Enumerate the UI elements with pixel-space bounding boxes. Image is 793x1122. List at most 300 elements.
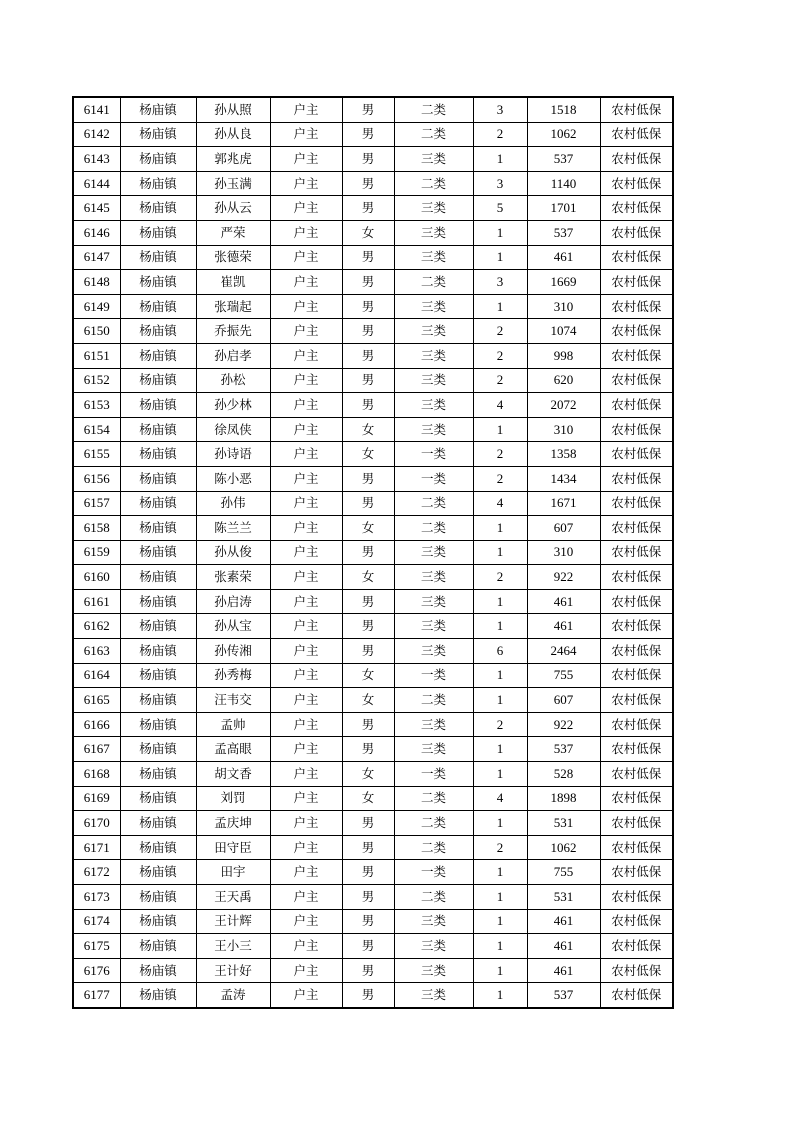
amount-cell: 1062: [527, 122, 600, 147]
assistance-type-cell: 农村低保: [600, 589, 673, 614]
name-cell: 孙启涛: [196, 589, 270, 614]
assistance-type-cell: 农村低保: [600, 466, 673, 491]
category-cell: 三类: [394, 958, 473, 983]
township-cell: 杨庙镇: [120, 565, 196, 590]
amount-cell: 461: [527, 614, 600, 639]
township-cell: 杨庙镇: [120, 516, 196, 541]
township-cell: 杨庙镇: [120, 343, 196, 368]
name-cell: 孙少林: [196, 393, 270, 418]
table-row: [73, 688, 673, 713]
household-size-cell: 1: [473, 762, 527, 787]
name-cell: 田守臣: [196, 835, 270, 860]
relation-cell: 户主: [270, 122, 342, 147]
relation-cell: 户主: [270, 589, 342, 614]
name-cell: 孙从宝: [196, 614, 270, 639]
household-size-cell: 1: [473, 860, 527, 885]
assistance-type-cell: 农村低保: [600, 614, 673, 639]
table-row: [73, 934, 673, 959]
assistance-type-cell: 农村低保: [600, 147, 673, 172]
household-size-cell: 1: [473, 688, 527, 713]
amount-cell: 531: [527, 811, 600, 836]
assistance-type-cell: 农村低保: [600, 712, 673, 737]
township-cell: 杨庙镇: [120, 491, 196, 516]
relation-cell: 户主: [270, 762, 342, 787]
serial-number-cell: 6147: [73, 245, 120, 270]
gender-cell: 男: [342, 639, 394, 664]
household-size-cell: 1: [473, 663, 527, 688]
serial-number-cell: 6162: [73, 614, 120, 639]
gender-cell: 男: [342, 294, 394, 319]
township-cell: 杨庙镇: [120, 786, 196, 811]
household-size-cell: 2: [473, 466, 527, 491]
assistance-type-cell: 农村低保: [600, 171, 673, 196]
serial-number-cell: 6170: [73, 811, 120, 836]
amount-cell: 537: [527, 737, 600, 762]
household-size-cell: 1: [473, 417, 527, 442]
assistance-type-cell: 农村低保: [600, 958, 673, 983]
amount-cell: 310: [527, 540, 600, 565]
household-size-cell: 1: [473, 934, 527, 959]
township-cell: 杨庙镇: [120, 835, 196, 860]
name-cell: 孙从照: [196, 97, 270, 122]
name-cell: 孙启孝: [196, 343, 270, 368]
serial-number-cell: 6174: [73, 909, 120, 934]
serial-number-cell: 6151: [73, 343, 120, 368]
township-cell: 杨庙镇: [120, 983, 196, 1008]
table-row: [73, 712, 673, 737]
category-cell: 三类: [394, 294, 473, 319]
assistance-type-cell: 农村低保: [600, 196, 673, 221]
table-row: [73, 737, 673, 762]
table-row: [73, 393, 673, 418]
name-cell: 陈兰兰: [196, 516, 270, 541]
township-cell: 杨庙镇: [120, 220, 196, 245]
gender-cell: 男: [342, 958, 394, 983]
relation-cell: 户主: [270, 835, 342, 860]
amount-cell: 922: [527, 565, 600, 590]
township-cell: 杨庙镇: [120, 368, 196, 393]
serial-number-cell: 6165: [73, 688, 120, 713]
serial-number-cell: 6172: [73, 860, 120, 885]
township-cell: 杨庙镇: [120, 393, 196, 418]
relation-cell: 户主: [270, 934, 342, 959]
serial-number-cell: 6163: [73, 639, 120, 664]
assistance-type-cell: 农村低保: [600, 97, 673, 122]
name-cell: 孙从俊: [196, 540, 270, 565]
gender-cell: 男: [342, 540, 394, 565]
gender-cell: 男: [342, 147, 394, 172]
household-size-cell: 1: [473, 516, 527, 541]
serial-number-cell: 6154: [73, 417, 120, 442]
assistance-type-cell: 农村低保: [600, 319, 673, 344]
assistance-type-cell: 农村低保: [600, 368, 673, 393]
household-size-cell: 6: [473, 639, 527, 664]
household-size-cell: 1: [473, 245, 527, 270]
relief-roster-table: [72, 96, 674, 1009]
assistance-type-cell: 农村低保: [600, 417, 673, 442]
table-row: [73, 639, 673, 664]
township-cell: 杨庙镇: [120, 762, 196, 787]
name-cell: 孙松: [196, 368, 270, 393]
township-cell: 杨庙镇: [120, 97, 196, 122]
assistance-type-cell: 农村低保: [600, 762, 673, 787]
gender-cell: 女: [342, 220, 394, 245]
serial-number-cell: 6160: [73, 565, 120, 590]
category-cell: 三类: [394, 417, 473, 442]
township-cell: 杨庙镇: [120, 589, 196, 614]
household-size-cell: 1: [473, 811, 527, 836]
serial-number-cell: 6157: [73, 491, 120, 516]
amount-cell: 461: [527, 909, 600, 934]
table-row: [73, 516, 673, 541]
table-row: [73, 171, 673, 196]
serial-number-cell: 6150: [73, 319, 120, 344]
assistance-type-cell: 农村低保: [600, 442, 673, 467]
category-cell: 二类: [394, 516, 473, 541]
gender-cell: 女: [342, 516, 394, 541]
name-cell: 乔振先: [196, 319, 270, 344]
township-cell: 杨庙镇: [120, 737, 196, 762]
gender-cell: 男: [342, 860, 394, 885]
amount-cell: 755: [527, 860, 600, 885]
assistance-type-cell: 农村低保: [600, 983, 673, 1008]
amount-cell: 461: [527, 245, 600, 270]
amount-cell: 998: [527, 343, 600, 368]
household-size-cell: 1: [473, 958, 527, 983]
household-size-cell: 1: [473, 540, 527, 565]
relation-cell: 户主: [270, 393, 342, 418]
serial-number-cell: 6177: [73, 983, 120, 1008]
name-cell: 汪韦交: [196, 688, 270, 713]
township-cell: 杨庙镇: [120, 196, 196, 221]
gender-cell: 女: [342, 762, 394, 787]
assistance-type-cell: 农村低保: [600, 934, 673, 959]
assistance-type-cell: 农村低保: [600, 639, 673, 664]
household-size-cell: 1: [473, 737, 527, 762]
household-size-cell: 1: [473, 909, 527, 934]
household-size-cell: 2: [473, 835, 527, 860]
name-cell: 田宇: [196, 860, 270, 885]
table-row: [73, 835, 673, 860]
category-cell: 二类: [394, 835, 473, 860]
township-cell: 杨庙镇: [120, 147, 196, 172]
township-cell: 杨庙镇: [120, 614, 196, 639]
amount-cell: 1701: [527, 196, 600, 221]
amount-cell: 528: [527, 762, 600, 787]
table-row: [73, 368, 673, 393]
township-cell: 杨庙镇: [120, 417, 196, 442]
relation-cell: 户主: [270, 491, 342, 516]
amount-cell: 1434: [527, 466, 600, 491]
township-cell: 杨庙镇: [120, 885, 196, 910]
table-row: [73, 466, 673, 491]
gender-cell: 男: [342, 171, 394, 196]
serial-number-cell: 6156: [73, 466, 120, 491]
name-cell: 张素荣: [196, 565, 270, 590]
assistance-type-cell: 农村低保: [600, 491, 673, 516]
gender-cell: 男: [342, 245, 394, 270]
relation-cell: 户主: [270, 860, 342, 885]
category-cell: 三类: [394, 196, 473, 221]
name-cell: 孟涛: [196, 983, 270, 1008]
table-row: [73, 442, 673, 467]
gender-cell: 女: [342, 688, 394, 713]
amount-cell: 310: [527, 417, 600, 442]
household-size-cell: 1: [473, 614, 527, 639]
household-size-cell: 1: [473, 294, 527, 319]
table-row: [73, 122, 673, 147]
assistance-type-cell: 农村低保: [600, 393, 673, 418]
name-cell: 王计好: [196, 958, 270, 983]
township-cell: 杨庙镇: [120, 712, 196, 737]
assistance-type-cell: 农村低保: [600, 565, 673, 590]
serial-number-cell: 6158: [73, 516, 120, 541]
name-cell: 张瑞起: [196, 294, 270, 319]
name-cell: 胡文香: [196, 762, 270, 787]
serial-number-cell: 6153: [73, 393, 120, 418]
township-cell: 杨庙镇: [120, 245, 196, 270]
relation-cell: 户主: [270, 294, 342, 319]
amount-cell: 537: [527, 220, 600, 245]
relation-cell: 户主: [270, 220, 342, 245]
gender-cell: 男: [342, 885, 394, 910]
household-size-cell: 2: [473, 565, 527, 590]
gender-cell: 男: [342, 811, 394, 836]
assistance-type-cell: 农村低保: [600, 122, 673, 147]
table-row: [73, 663, 673, 688]
assistance-type-cell: 农村低保: [600, 516, 673, 541]
name-cell: 郭兆虎: [196, 147, 270, 172]
name-cell: 徐凤侠: [196, 417, 270, 442]
relation-cell: 户主: [270, 737, 342, 762]
gender-cell: 女: [342, 442, 394, 467]
assistance-type-cell: 农村低保: [600, 245, 673, 270]
amount-cell: 1518: [527, 97, 600, 122]
serial-number-cell: 6145: [73, 196, 120, 221]
name-cell: 王计辉: [196, 909, 270, 934]
relation-cell: 户主: [270, 171, 342, 196]
document-page: [72, 96, 672, 1009]
household-size-cell: 2: [473, 319, 527, 344]
relation-cell: 户主: [270, 270, 342, 295]
township-cell: 杨庙镇: [120, 663, 196, 688]
name-cell: 孙从云: [196, 196, 270, 221]
township-cell: 杨庙镇: [120, 639, 196, 664]
table-row: [73, 983, 673, 1008]
gender-cell: 女: [342, 565, 394, 590]
category-cell: 三类: [394, 147, 473, 172]
amount-cell: 537: [527, 147, 600, 172]
relation-cell: 户主: [270, 540, 342, 565]
relation-cell: 户主: [270, 516, 342, 541]
serial-number-cell: 6166: [73, 712, 120, 737]
category-cell: 三类: [394, 712, 473, 737]
household-size-cell: 1: [473, 220, 527, 245]
township-cell: 杨庙镇: [120, 811, 196, 836]
township-cell: 杨庙镇: [120, 442, 196, 467]
household-size-cell: 2: [473, 442, 527, 467]
gender-cell: 女: [342, 786, 394, 811]
table-row: [73, 270, 673, 295]
name-cell: 刘罚: [196, 786, 270, 811]
name-cell: 崔凯: [196, 270, 270, 295]
gender-cell: 男: [342, 97, 394, 122]
category-cell: 二类: [394, 171, 473, 196]
amount-cell: 1074: [527, 319, 600, 344]
township-cell: 杨庙镇: [120, 688, 196, 713]
serial-number-cell: 6175: [73, 934, 120, 959]
gender-cell: 男: [342, 343, 394, 368]
gender-cell: 男: [342, 614, 394, 639]
category-cell: 三类: [394, 589, 473, 614]
amount-cell: 1358: [527, 442, 600, 467]
relation-cell: 户主: [270, 688, 342, 713]
serial-number-cell: 6152: [73, 368, 120, 393]
township-cell: 杨庙镇: [120, 909, 196, 934]
table-row: [73, 97, 673, 122]
amount-cell: 1140: [527, 171, 600, 196]
name-cell: 孙从良: [196, 122, 270, 147]
category-cell: 二类: [394, 885, 473, 910]
amount-cell: 607: [527, 516, 600, 541]
table-row: [73, 614, 673, 639]
serial-number-cell: 6159: [73, 540, 120, 565]
table-row: [73, 958, 673, 983]
serial-number-cell: 6169: [73, 786, 120, 811]
assistance-type-cell: 农村低保: [600, 343, 673, 368]
name-cell: 严荣: [196, 220, 270, 245]
gender-cell: 男: [342, 909, 394, 934]
relation-cell: 户主: [270, 319, 342, 344]
household-size-cell: 3: [473, 171, 527, 196]
relation-cell: 户主: [270, 909, 342, 934]
gender-cell: 男: [342, 122, 394, 147]
category-cell: 三类: [394, 540, 473, 565]
amount-cell: 461: [527, 589, 600, 614]
gender-cell: 男: [342, 491, 394, 516]
serial-number-cell: 6161: [73, 589, 120, 614]
amount-cell: 620: [527, 368, 600, 393]
name-cell: 孟高眼: [196, 737, 270, 762]
name-cell: 王小三: [196, 934, 270, 959]
township-cell: 杨庙镇: [120, 294, 196, 319]
household-size-cell: 1: [473, 885, 527, 910]
assistance-type-cell: 农村低保: [600, 688, 673, 713]
gender-cell: 男: [342, 934, 394, 959]
name-cell: 张德荣: [196, 245, 270, 270]
category-cell: 二类: [394, 122, 473, 147]
gender-cell: 男: [342, 368, 394, 393]
category-cell: 三类: [394, 565, 473, 590]
amount-cell: 1898: [527, 786, 600, 811]
assistance-type-cell: 农村低保: [600, 663, 673, 688]
category-cell: 一类: [394, 663, 473, 688]
township-cell: 杨庙镇: [120, 319, 196, 344]
relation-cell: 户主: [270, 958, 342, 983]
gender-cell: 男: [342, 466, 394, 491]
amount-cell: 461: [527, 934, 600, 959]
table-row: [73, 220, 673, 245]
category-cell: 二类: [394, 270, 473, 295]
household-size-cell: 1: [473, 147, 527, 172]
table-row: [73, 343, 673, 368]
serial-number-cell: 6141: [73, 97, 120, 122]
table-row: [73, 885, 673, 910]
township-cell: 杨庙镇: [120, 466, 196, 491]
amount-cell: 461: [527, 958, 600, 983]
category-cell: 一类: [394, 466, 473, 491]
serial-number-cell: 6164: [73, 663, 120, 688]
category-cell: 二类: [394, 688, 473, 713]
gender-cell: 男: [342, 270, 394, 295]
name-cell: 王天禹: [196, 885, 270, 910]
table-row: [73, 417, 673, 442]
assistance-type-cell: 农村低保: [600, 811, 673, 836]
serial-number-cell: 6173: [73, 885, 120, 910]
relation-cell: 户主: [270, 614, 342, 639]
table-row: [73, 245, 673, 270]
relation-cell: 户主: [270, 663, 342, 688]
assistance-type-cell: 农村低保: [600, 737, 673, 762]
household-size-cell: 2: [473, 122, 527, 147]
category-cell: 一类: [394, 860, 473, 885]
township-cell: 杨庙镇: [120, 934, 196, 959]
relation-cell: 户主: [270, 786, 342, 811]
relation-cell: 户主: [270, 466, 342, 491]
township-cell: 杨庙镇: [120, 958, 196, 983]
gender-cell: 男: [342, 983, 394, 1008]
township-cell: 杨庙镇: [120, 860, 196, 885]
gender-cell: 男: [342, 393, 394, 418]
name-cell: 孙玉满: [196, 171, 270, 196]
category-cell: 三类: [394, 639, 473, 664]
relation-cell: 户主: [270, 147, 342, 172]
category-cell: 三类: [394, 393, 473, 418]
household-size-cell: 2: [473, 368, 527, 393]
category-cell: 一类: [394, 762, 473, 787]
household-size-cell: 4: [473, 786, 527, 811]
household-size-cell: 4: [473, 491, 527, 516]
category-cell: 三类: [394, 343, 473, 368]
township-cell: 杨庙镇: [120, 540, 196, 565]
serial-number-cell: 6171: [73, 835, 120, 860]
table-row: [73, 147, 673, 172]
category-cell: 二类: [394, 491, 473, 516]
category-cell: 三类: [394, 737, 473, 762]
relation-cell: 户主: [270, 811, 342, 836]
category-cell: 三类: [394, 909, 473, 934]
table-row: [73, 811, 673, 836]
gender-cell: 男: [342, 835, 394, 860]
table-row: [73, 786, 673, 811]
table-row: [73, 909, 673, 934]
relation-cell: 户主: [270, 343, 342, 368]
category-cell: 三类: [394, 614, 473, 639]
serial-number-cell: 6144: [73, 171, 120, 196]
relation-cell: 户主: [270, 196, 342, 221]
gender-cell: 男: [342, 589, 394, 614]
amount-cell: 1669: [527, 270, 600, 295]
relation-cell: 户主: [270, 442, 342, 467]
assistance-type-cell: 农村低保: [600, 885, 673, 910]
assistance-type-cell: 农村低保: [600, 909, 673, 934]
household-size-cell: 2: [473, 712, 527, 737]
table-body: [73, 97, 673, 1008]
table-row: [73, 762, 673, 787]
amount-cell: 607: [527, 688, 600, 713]
category-cell: 三类: [394, 368, 473, 393]
amount-cell: 1671: [527, 491, 600, 516]
